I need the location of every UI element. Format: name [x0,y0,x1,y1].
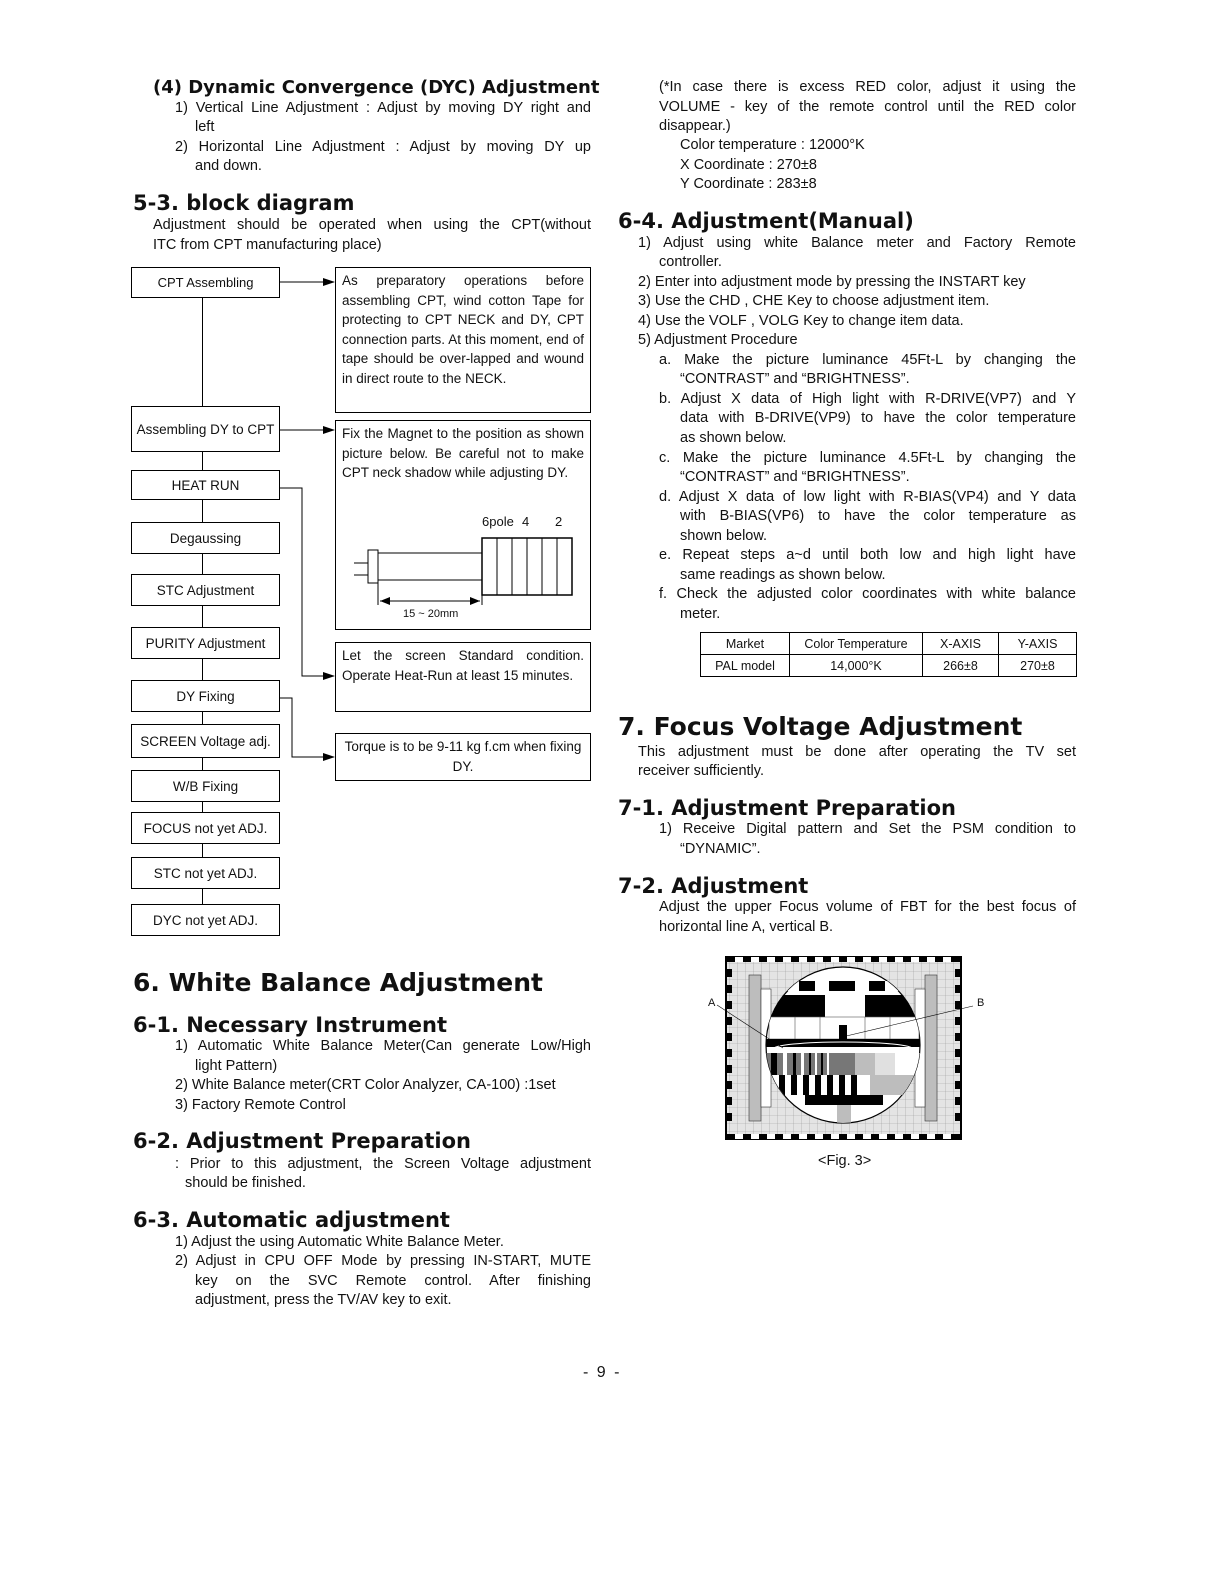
dyc-item-1: 1) Vertical Line Adjustment : Adjust by moving DY right and [175,100,591,116]
proc-c: c. Make the picture luminance 4.5Ft-L by changing the [659,450,1076,466]
wb-s1-item-1: 1) Automatic White Balance Meter(Can generate Low/High [175,1038,591,1054]
magnet-dimension: 15 ~ 20mm [403,608,459,620]
wb-s1-item-2: 2) White Balance meter(CRT Color Analyzer, CA-100) :1set [175,1077,556,1093]
y-coordinate: Y Coordinate : 283±8 [680,176,817,192]
focus-s2-title: 7-2. Adjustment [618,874,809,898]
manual-item-4: 4) Use the VOLF , VOLG Key to change item data. [638,313,964,329]
th-color-temp: Color Temperature [790,633,923,655]
wb-s2-title: 6-2. Adjustment Preparation [133,1129,471,1153]
page-number: - 9 - [583,1364,622,1381]
red-note-1: (*In case there is excess RED color, adjust it using the [659,79,1076,95]
step-dyc-not-yet: DYC not yet ADJ. [131,904,280,936]
fig-label-b: B [977,997,985,1009]
red-note-3: disappear.) [659,118,731,134]
proc-d: d. Adjust X data of low light with R-BIAS(VP4) and Y data [659,489,1076,505]
red-note-2: VOLUME - key of the remote control until the RED color [659,99,1076,115]
block-intro-1: Adjustment should be operated when using the CPT(without [153,217,591,233]
step-wb-fixing: W/B Fixing [131,770,280,802]
manual-item-3: 3) Use the CHD , CHE Key to choose adjustment item. [638,293,990,309]
dyc-item-1b: left [195,119,215,135]
proc-a: a. Make the picture luminance 45Ft-L by changing the [659,352,1076,368]
focus-s1-item: 1) Receive Digital pattern and Set the PSM condition to [659,821,1076,837]
magnet-label-2: 2 [555,514,563,529]
magnet-label-4: 4 [522,514,530,529]
proc-f2: meter. [680,606,721,622]
step-cpt-assembling: CPT Assembling [131,267,280,298]
focus-s1-title: 7-1. Adjustment Preparation [618,796,956,820]
magnet-position-diagram [336,505,590,627]
td-color-temp: 14,000°K [790,655,923,677]
wb-s1-item-3: 3) Factory Remote Control [175,1097,346,1113]
note-magnet-text: Fix the Magnet to the position as shown picture below. Be careful not to make CPT neck shadow while adjusting DY. [342,426,584,480]
dyc-item-2b: and down. [195,158,262,174]
note-heat-run: Let the screen Standard condition. Operate Heat-Run at least 15 minutes. [335,642,591,712]
note-torque: Torque is to be 9-11 kg f.cm when fixing DY. [335,733,591,781]
proc-e2: same readings as shown below. [680,567,886,583]
step-stc-not-yet: STC not yet ADJ. [131,857,280,889]
th-y-axis: Y-AXIS [999,633,1077,655]
table-header-row [701,633,1077,655]
focus-s2-item: Adjust the upper Focus volume of FBT for the best focus of [659,899,1076,915]
wb-s3-title: 6-3. Automatic adjustment [133,1208,450,1232]
color-temperature: Color temperature : 12000°K [680,137,865,153]
manual-item-1b: controller. [659,254,722,270]
proc-d2: with B-BIAS(VP6) to have the color temperature as [680,508,1076,524]
td-y-axis: 270±8 [999,655,1077,677]
manual-item-2: 2) Enter into adjustment mode by pressing the INSTART key [638,274,1026,290]
magnet-pole-label: 6pole [482,514,514,529]
proc-e: e. Repeat steps a~d until both low and high light have [659,547,1076,563]
proc-a2: “CONTRAST” and “BRIGHTNESS”. [680,371,910,387]
focus-test-pattern-figure [705,955,995,1141]
wb-s1-item-1b: light Pattern) [195,1058,278,1074]
manual-title: 6-4. Adjustment(Manual) [618,209,914,233]
step-screen-voltage: SCREEN Voltage adj. [131,724,280,758]
x-coordinate: X Coordinate : 270±8 [680,157,817,173]
step-assembling-dy: Assembling DY to CPT [131,406,280,452]
focus-s1-item-b: “DYNAMIC”. [680,841,761,857]
step-heat-run: HEAT RUN [131,470,280,500]
step-purity-adjustment: PURITY Adjustment [131,627,280,659]
wb-section-title: 6. White Balance Adjustment [133,968,543,997]
manual-item-5: 5) Adjustment Procedure [638,332,798,348]
th-market: Market [701,633,790,655]
dyc-item-2: 2) Horizontal Line Adjustment : Adjust by moving DY up [175,139,591,155]
step-dy-fixing: DY Fixing [131,680,280,712]
step-focus-not-yet: FOCUS not yet ADJ. [131,812,280,844]
proc-f: f. Check the adjusted color coordinates with white balance [659,586,1076,602]
table-row [701,655,1077,677]
proc-b: b. Adjust X data of High light with R-DRIVE(VP7) and Y [659,391,1076,407]
step-degaussing: Degaussing [131,522,280,554]
wb-spec-table [700,632,1077,677]
wb-s3-item-2b: key on the SVC Remote control. After finishing [195,1273,591,1289]
td-market: PAL model [701,655,790,677]
wb-s2-item-1b: should be finished. [185,1175,306,1191]
dyc-title: (4) Dynamic Convergence (DYC) Adjustment [153,77,600,98]
proc-c2: “CONTRAST” and “BRIGHTNESS”. [680,469,910,485]
th-x-axis: X-AXIS [923,633,999,655]
block-intro-2: ITC from CPT manufacturing place) [153,237,382,253]
focus-intro-2: receiver sufficiently. [638,763,764,779]
step-stc-adjustment: STC Adjustment [131,574,280,606]
block-diagram-title: 5-3. block diagram [133,191,355,215]
wb-s2-item-1: : Prior to this adjustment, the Screen Voltage adjustment [175,1156,591,1172]
wb-s3-item-2c: adjustment, press the TV/AV key to exit. [195,1292,452,1308]
wb-s3-item-2: 2) Adjust in CPU OFF Mode by pressing IN-START, MUTE [175,1253,591,1269]
proc-b3: as shown below. [680,430,787,446]
focus-s2-item-b: horizontal line A, vertical B. [659,919,834,935]
wb-s1-title: 6-1. Necessary Instrument [133,1013,447,1037]
proc-b2: data with B-DRIVE(VP9) to have the color temperature [680,410,1076,426]
note-preparatory: As preparatory operations before assembling CPT, wind cotton Tape for protecting to CPT NECK and DY, CPT connection parts. At this moment, end of tape should be over-lapped and wound in direct route to the NECK. [335,267,591,413]
wb-s3-item-1: 1) Adjust the using Automatic White Balance Meter. [175,1234,504,1250]
proc-d3: shown below. [680,528,768,544]
manual-item-1: 1) Adjust using white Balance meter and Factory Remote [638,235,1076,251]
focus-intro-1: This adjustment must be done after operating the TV set [638,744,1076,760]
fig-caption: <Fig. 3> [818,1153,872,1169]
focus-title: 7. Focus Voltage Adjustment [618,712,1023,741]
td-x-axis: 266±8 [923,655,999,677]
fig-label-a: A [708,997,716,1009]
